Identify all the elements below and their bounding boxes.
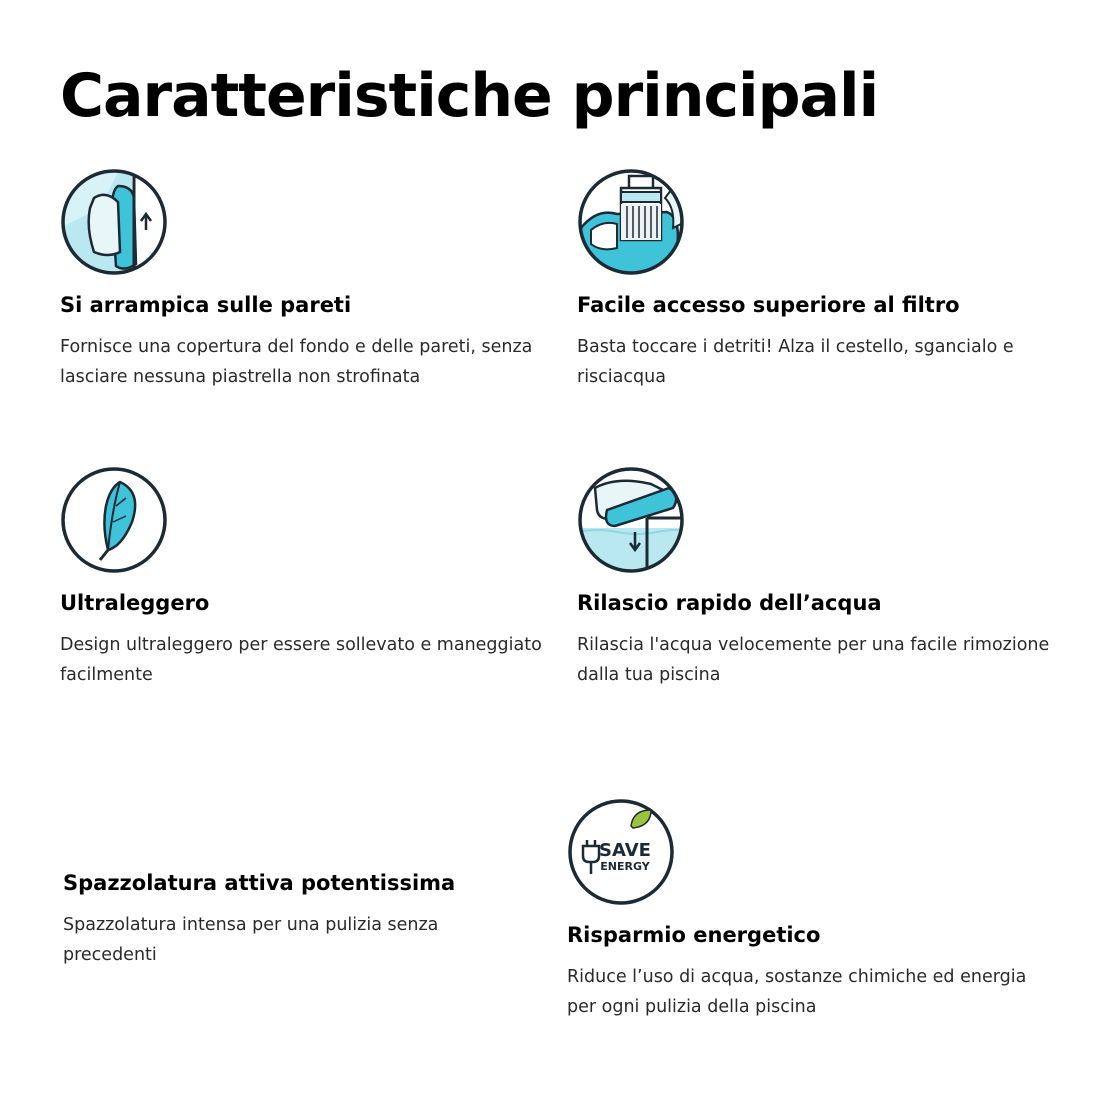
page-title: Caratteristiche principali (60, 61, 879, 131)
feature-icon (60, 466, 168, 574)
feature-heading: Risparmio energetico (567, 923, 821, 947)
feature-heading: Facile accesso superiore al filtro (577, 293, 960, 317)
feature-filter-access (577, 168, 1077, 398)
feature-wall-climbing (60, 168, 560, 398)
feature-description: Spazzolatura intensa per una pulizia senza precedenti (63, 915, 439, 965)
water-release-icon (577, 466, 685, 574)
feature-heading: Rilascio rapido dell’acqua (577, 591, 882, 615)
feature-ultralight (60, 466, 560, 696)
save-label: SAVE (599, 840, 651, 861)
feature-heading: Spazzolatura attiva potentissima (63, 871, 456, 895)
feature-description: Design ultraleggero per essere sollevato e maneggiato facilmente (60, 635, 542, 685)
save-energy-icon (567, 798, 675, 906)
feature-description: Basta toccare i detriti! Alza il cestello, sgancialo e risciacqua (577, 337, 1014, 387)
feature-description: Rilascia l'acqua velocemente per una facile rimozione dalla tua piscina (577, 635, 1050, 685)
feature-description: Riduce l’uso di acqua, sostanze chimiche ed energia per ogni pulizia della piscina (567, 967, 1027, 1017)
feature-heading: Si arrampica sulle pareti (60, 293, 352, 317)
feature-heading: Ultraleggero (60, 591, 210, 615)
feature-description: Fornisce una copertura del fondo e delle pareti, senza lasciare nessuna piastrella non strofinata (60, 337, 533, 387)
feature-active-brushing (63, 869, 543, 979)
feature-water-release (577, 466, 1077, 696)
filter-access-icon (577, 168, 685, 276)
energy-label: ENERGY (600, 860, 650, 873)
feature-energy-saving (567, 798, 1077, 1038)
wall-climb-icon (60, 168, 168, 276)
feather-icon (60, 466, 168, 574)
